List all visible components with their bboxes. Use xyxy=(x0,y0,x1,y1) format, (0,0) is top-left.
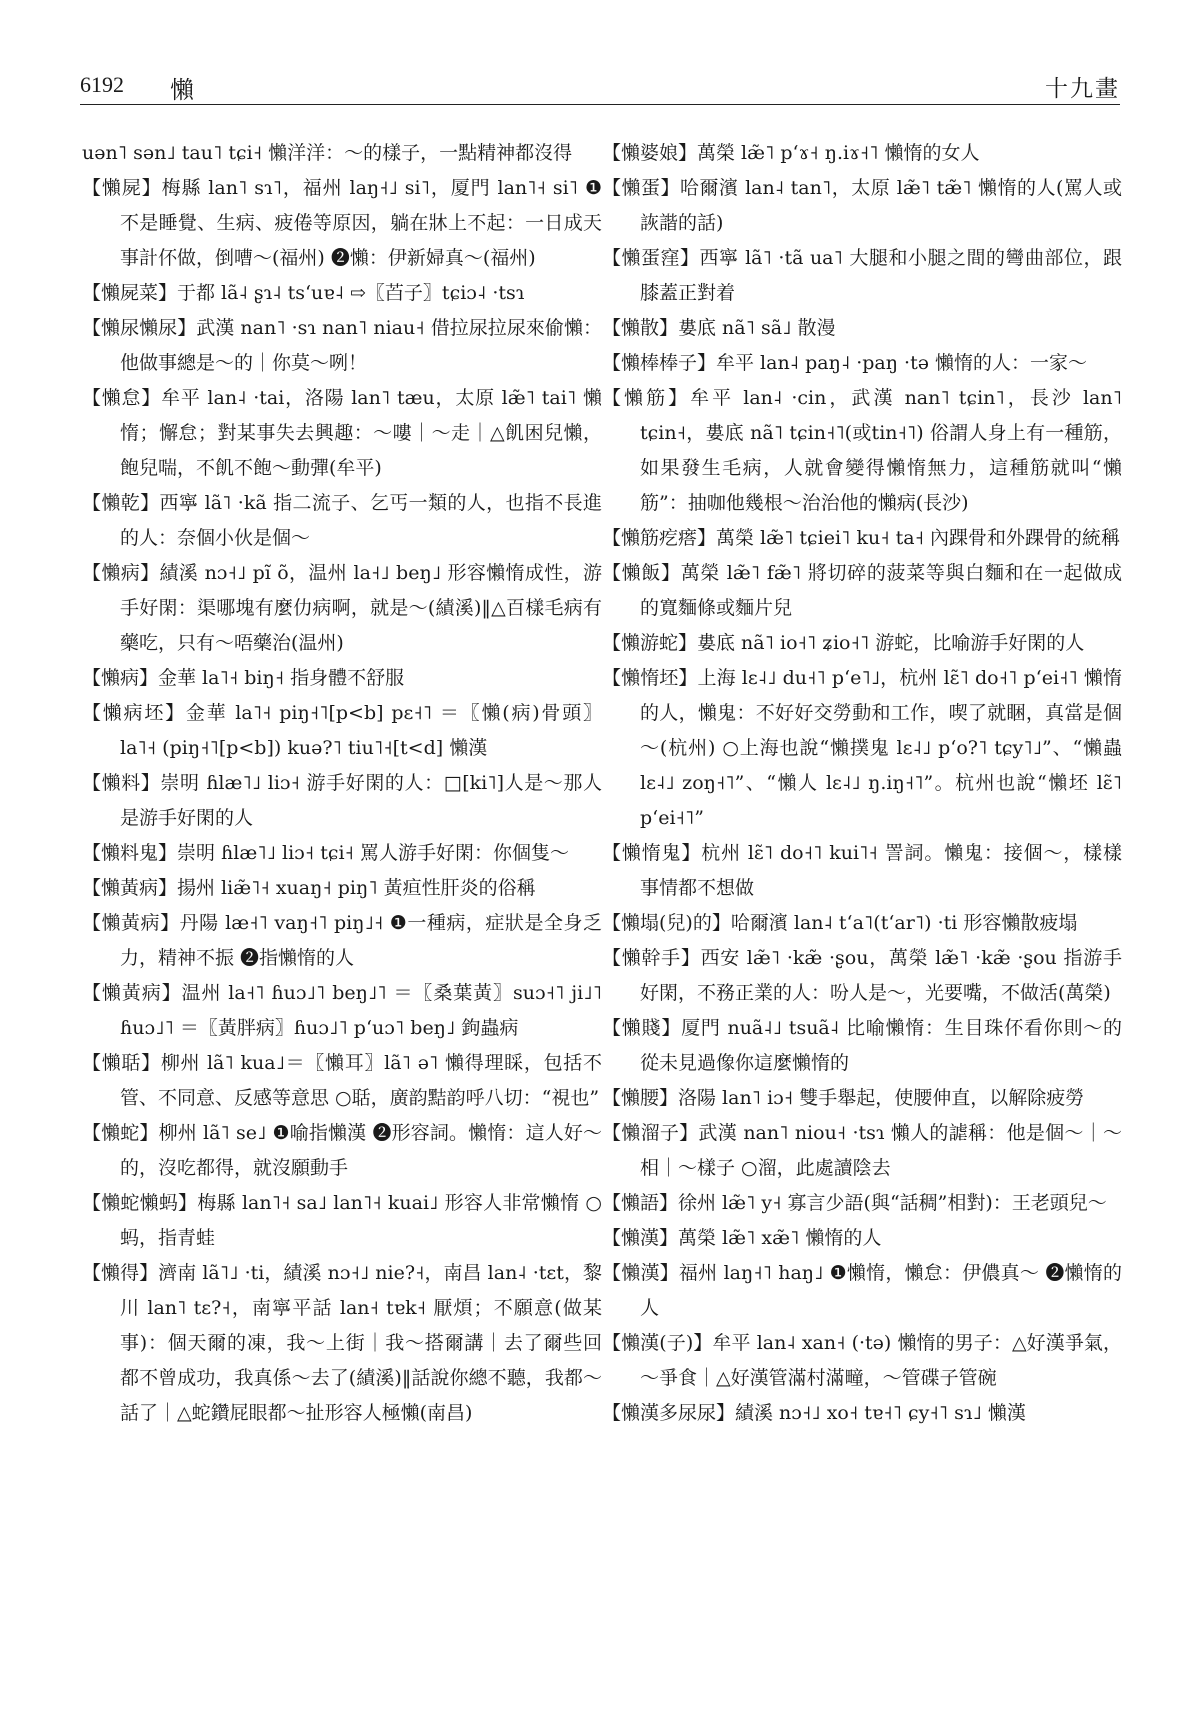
dictionary-entry: 【懶筋疙瘩】萬榮 læ̃˥ tɕiei˥ ku˧ ta˧ 內踝骨和外踝骨的統稱 xyxy=(602,527,1121,549)
dictionary-entry: 【懶惰鬼】杭州 lɛ̃˥ do˧˥ kui˥˧ 詈詞。懶鬼：接個～，樣樣事情都不想做 xyxy=(602,842,1122,899)
dictionary-entry: 【懶漢】福州 laŋ˧˥ haŋ˩ ❶懶惰，懶怠：伊儂真～ ❷懶惰的人 xyxy=(602,1262,1122,1319)
dictionary-entry: 【懶塌(兒)的】哈爾濱 lan˨ tʻa˥(tʻar˥) ·ti 形容懶散疲塌 xyxy=(602,912,1078,934)
dictionary-entry: 【懶幹手】西安 læ̃˥ ·kæ̃ ·ʂou，萬榮 læ̃˥ ·kæ̃ ·ʂou 指游手好閑，不務正業的人：吩人是～，光要嘴，不做活(萬榮) xyxy=(602,947,1122,1004)
stroke-section: 十九畫 xyxy=(1045,76,1120,102)
dictionary-entry: 【懶尿懶尿】武漢 nan˥ ·sɿ nan˥ niau˧ 借拉尿拉尿來偷懶：他做事總是～的｜你莫～咧！ xyxy=(82,317,602,374)
dictionary-entry: 【懶散】婁底 nã˥ sã˩ 散漫 xyxy=(602,317,836,339)
page-number: 6192 xyxy=(80,72,124,97)
dictionary-entry: 【懶黃病】揚州 liæ̃˥˧ xuaŋ˧ piŋ˥ 黃疸性肝炎的俗稱 xyxy=(82,877,536,899)
dictionary-entry: 【懶黃病】丹陽 læ˧˥ vaŋ˧˥ piŋ˩˧ ❶一種病，症狀是全身乏力，精神不振 ❷指懶惰的人 xyxy=(82,912,602,969)
dictionary-entry: 【懶漢】萬榮 læ̃˥ xæ̃˥ 懶惰的人 xyxy=(602,1227,882,1249)
dictionary-entry: 【懶漢(子)】牟平 lan˨ xan˧ (·tə) 懶惰的男子：△好漢爭氣，～爭食｜△好漢管滿村滿疃，～管碟子管碗 xyxy=(602,1332,1122,1389)
dictionary-entry: 【懶漢多尿尿】績溪 nɔ˧˩ xo˧ tɐ˧˥ ɕy˧˥ sɿ˩ 懶漢 xyxy=(602,1402,1026,1424)
dictionary-entry: 【懶乾】西寧 lã˥ ·kã 指二流子、乞丐一類的人，也指不長進的人：奈個小伙是個～ xyxy=(82,492,602,549)
right-column xyxy=(602,136,1122,1431)
left-column xyxy=(82,136,602,1431)
dictionary-entry: 【懶惰坯】上海 lɛ˨˩ du˧˥ pʻe˥˩，杭州 lɛ̃˥ do˧˥ pʻei˧˥ 懶惰的人，懶鬼：不好好交勞動和工作，喫了就睏，真當是個～(杭州) ○上海也說“懶撲鬼 lɛ˨˩ pʻo?˥ tɕy˥˩”、“懶蟲 lɛ˨˩ zoŋ˧˥”、“懶人 lɛ˨˩ ŋ.iŋ˧˥”。杭州也說“懶坯 lɛ̃˥ pʻei˧˥” xyxy=(602,667,1122,829)
dictionary-entry: 【懶腰】洛陽 lan˥ iɔ˧ 雙手舉起，使腰伸直，以解除疲勞 xyxy=(602,1087,1085,1109)
dictionary-entry: 【懶游蛇】婁底 nã˥ io˧˥ ʑio˧˥ 游蛇，比喻游手好閑的人 xyxy=(602,632,1085,654)
dictionary-entry: 【懶病坯】金華 la˥˧ piŋ˧˥[p<b] pɛ˧˥ ＝〖懶(病)骨頭〗la˥˧ (piŋ˧˥[p<b]) kuə?˥ tiu˥˧[t<d] 懶漢 xyxy=(82,702,602,759)
dictionary-entry: 【懶蛋窪】西寧 lã˥ ·tã ua˥ 大腿和小腿之間的彎曲部位，跟膝蓋正對着 xyxy=(602,247,1122,304)
dictionary-entry: 【懶語】徐州 læ̃˥ y˧ 寡言少語(與“話稠”相對)：王老頭兒～ xyxy=(602,1192,1107,1214)
dictionary-entry: 【懶聒】柳州 lã˥ kua˩＝〖懶耳〗lã˥ ə˥ 懶得理睬，包括不管、不同意、反感等意思 ○聒，廣韵黠韵呼八切：“視也” xyxy=(82,1052,602,1109)
dictionary-entry: 【懶棒棒子】牟平 lan˨ paŋ˨ ·paŋ ·tə 懶惰的人：一家～ xyxy=(602,352,1087,374)
dictionary-entry: 【懶黃病】温州 la˧˥ ɦuɔ˩˥ beŋ˩˥ ＝〖桑葉黃〗suɔ˧˥ ji˩˥ ɦuɔ˩˥ ＝〖黃胖病〗ɦuɔ˩˥ pʻuɔ˥ beŋ˩ 鉤蟲病 xyxy=(82,982,602,1039)
dictionary-entry: 【懶病】績溪 nɔ˧˩ pĩ õ，温州 la˧˩ beŋ˩ 形容懶惰成性，游手好閑：渠哪塊有麼仂病啊，就是～(績溪)‖△百樣毛病有藥吃，只有～唔藥治(温州) xyxy=(82,562,602,654)
dictionary-entry: 【懶溜子】武漢 nan˥ niou˧ ·tsɿ 懶人的謔稱：他是個～｜～相｜～樣子 ○溜，此處讀陰去 xyxy=(602,1122,1122,1179)
dictionary-entry: 【懶料】崇明 ɦlæ˥˩ liɔ˧ 游手好閑的人：□[ki˥]人是～那人是游手好閑的人 xyxy=(82,772,602,829)
dictionary-entry: 【懶病】金華 la˥˧ biŋ˧ 指身體不舒服 xyxy=(82,667,405,689)
dictionary-entry: 【懶料鬼】崇明 ɦlæ˥˩ liɔ˧ tɕi˧ 罵人游手好閑：你個隻～ xyxy=(82,842,569,864)
dictionary-entry: 【懶賤】厦門 nuã˨˩ tsuã˨ 比喻懶惰：生目珠伓看你則～的從未見過像你這麼懶惰的 xyxy=(602,1017,1122,1074)
dictionary-entry: 【懶筋】牟平 lan˨ ·cin，武漢 nan˥ tɕin˥，長沙 lan˥ tɕin˧，婁底 nã˥ tɕin˧˥(或tin˧˥) 俗謂人身上有一種筋，如果發生毛病，人就會變得懶惰無力，這種筋就叫“懶筋”：抽咖他幾根～治治他的懶病(長沙) xyxy=(602,387,1122,514)
dictionary-entry: 【懶飯】萬榮 læ̃˥ fæ̃˥ 將切碎的菠菜等與白麵和在一起做成的寬麵條或麵片兒 xyxy=(602,562,1122,619)
running-headword: 懶 xyxy=(170,76,194,104)
page-header xyxy=(80,62,1120,105)
dictionary-entry: 【懶屍】梅縣 lan˥ sɿ˥，福州 laŋ˧˩ si˥，厦門 lan˥˧ si˥ ❶不是睡覺、生病、疲倦等原因，躺在牀上不起：一日成天事計伓做，倒嘈～(福州) ❷懶：伊新婦真～(福州) xyxy=(82,177,602,269)
dictionary-entry: 【懶婆娘】萬榮 læ̃˥ pʻɤ˧ ŋ.iɤ˧˥ 懶惰的女人 xyxy=(602,142,980,164)
dictionary-entry: 【懶屍菜】于都 lã˨ ʂɿ˨ tsʻuɐ˨ ⇨〖苩子〗tɕiɔ˨ ·tsɿ xyxy=(82,282,525,304)
dictionary-entry: 【懶怠】牟平 lan˨ ·tai，洛陽 lan˥ tæu，太原 læ̃˥ tai˥ 懶惰；懈怠；對某事失去興趣：～嘍｜～走｜△飢困兒懶，飽兒喘，不飢不飽～動彈(牟平) xyxy=(82,387,602,479)
dictionary-entry: 【懶蛇懶蚂】梅縣 lan˥˧ sa˩ lan˥˧ kuai˩ 形容人非常懶惰 ○蚂，指青蛙 xyxy=(82,1192,602,1249)
dictionary-entry: uən˥ sən˩ tau˥ tɕi˧ 懶洋洋：～的樣子，一點精神都沒得 xyxy=(82,142,573,164)
dictionary-entry: 【懶蛇】柳州 lã˥ se˩ ❶喻指懶漢 ❷形容詞。懶惰：這人好～的，沒吃都得，就沒願動手 xyxy=(82,1122,602,1179)
dictionary-entry: 【懶蛋】哈爾濱 lan˨ tan˥，太原 læ̃˥ tæ̃˥ 懶惰的人(罵人或詼諧的話) xyxy=(602,177,1122,234)
dictionary-entry: 【懶得】濟南 lã˥˩ ·ti，績溪 nɔ˧˩ nie?˧，南昌 lan˨ ·tɛt，黎川 lan˥ tɛ?˧，南寧平話 lan˧ tɐk˧ 厭煩；不願意(做某事)：個天爾的凍，我～上街｜我～搭爾講｜去了爾些回都不曾成功，我真係～去了(績溪)‖話說你總不聽，我都～話了｜△蛇鑽屁眼都～扯形容人極懶(南昌) xyxy=(82,1262,602,1424)
